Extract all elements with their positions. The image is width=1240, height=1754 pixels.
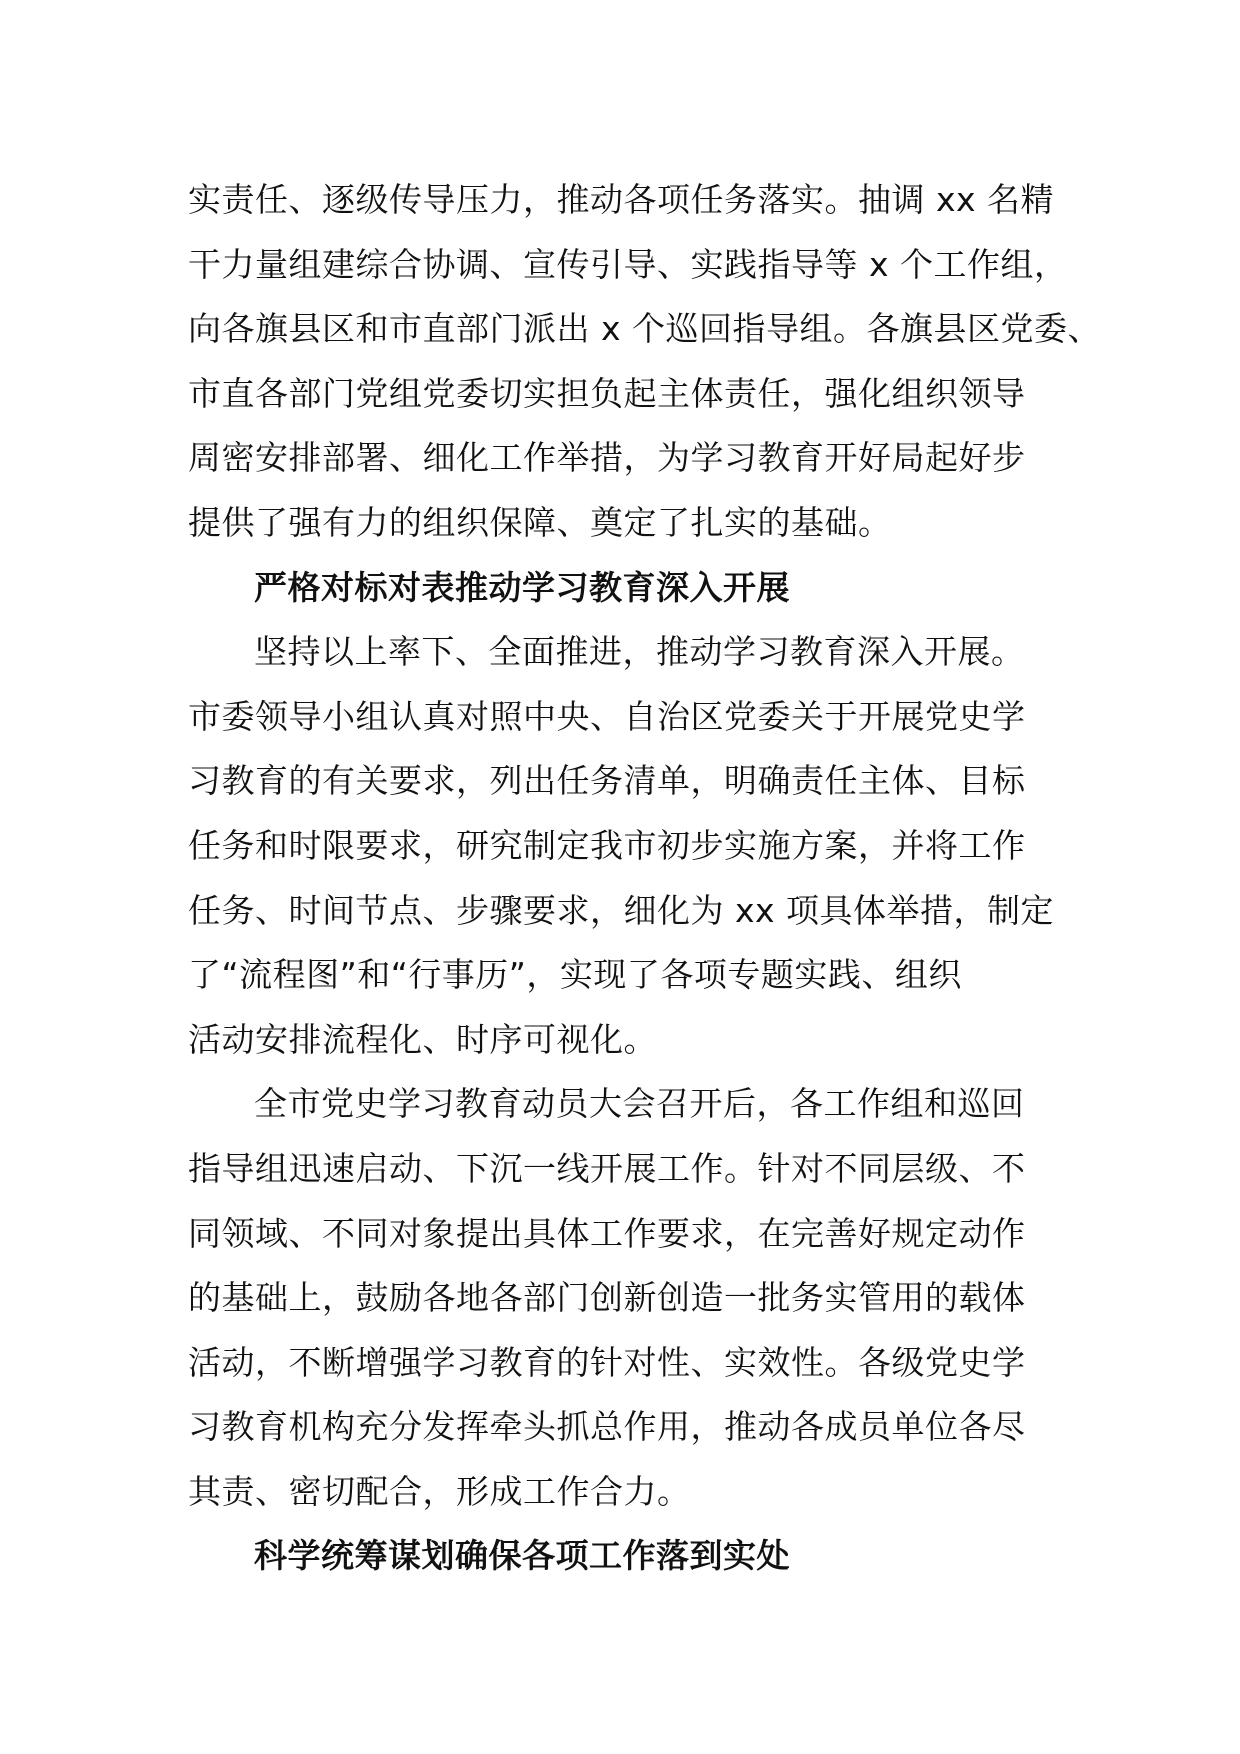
paragraph bbox=[188, 1072, 1068, 1524]
text-line: 习教育机构充分发挥牵头抓总作用，推动各成员单位各尽 bbox=[188, 1407, 1026, 1447]
section-heading bbox=[188, 1524, 1068, 1589]
heading-text: 科学统筹谋划确保各项工作落到实处 bbox=[254, 1536, 790, 1576]
text-line: 的基础上，鼓励各地各部门创新创造一批务实管用的载体 bbox=[188, 1278, 1026, 1318]
text-line: 干力量组建综合协调、宣传引导、实践指导等 x 个工作组， bbox=[188, 244, 1068, 284]
text-line: 习教育的有关要求，列出任务清单，明确责任主体、目标 bbox=[188, 761, 1026, 801]
text-line: 提供了强有力的组织保障、奠定了扎实的基础。 bbox=[188, 502, 892, 542]
text-line: 向各旗县区和市直部门派出 x 个巡回指导组。各旗县区党委、 bbox=[188, 309, 1102, 349]
document-body bbox=[188, 168, 1102, 1589]
text-line: 了“流程图”和“行事历”，实现了各项专题实践、组织 bbox=[188, 955, 962, 995]
section-heading bbox=[188, 556, 1068, 621]
text-line: 市直各部门党组党委切实担负起主体责任，强化组织领导 bbox=[188, 373, 1026, 413]
text-line: 市委领导小组认真对照中央、自治区党委关于开展党史学 bbox=[188, 696, 1026, 736]
text-line: 周密安排部署、细化工作举措，为学习教育开好局起好步 bbox=[188, 438, 1026, 478]
text-line: 其责、密切配合，形成工作合力。 bbox=[188, 1471, 691, 1511]
text-line: 任务、时间节点、步骤要求，细化为 xx 项具体举措，制定 bbox=[188, 890, 1055, 930]
text-line: 同领域、不同对象提出具体工作要求，在完善好规定动作 bbox=[188, 1213, 1026, 1253]
paragraph bbox=[188, 620, 1068, 1072]
paragraph-continuation bbox=[188, 168, 1102, 556]
text-line: 指导组迅速启动、下沉一线开展工作。针对不同层级、不 bbox=[188, 1148, 1026, 1188]
heading-text: 严格对标对表推动学习教育深入开展 bbox=[254, 567, 790, 607]
text-line: 实责任、逐级传导压力，推动各项任务落实。抽调 xx 名精 bbox=[188, 180, 1055, 219]
text-line: 活动安排流程化、时序可视化。 bbox=[188, 1019, 657, 1059]
text-line: 全市党史学习教育动员大会召开后，各工作组和巡回 bbox=[254, 1084, 1025, 1124]
text-line: 坚持以上率下、全面推进，推动学习教育深入开展。 bbox=[254, 632, 1025, 672]
text-line: 活动，不断增强学习教育的针对性、实效性。各级党史学 bbox=[188, 1342, 1026, 1382]
text-line: 任务和时限要求，研究制定我市初步实施方案，并将工作 bbox=[188, 825, 1026, 865]
